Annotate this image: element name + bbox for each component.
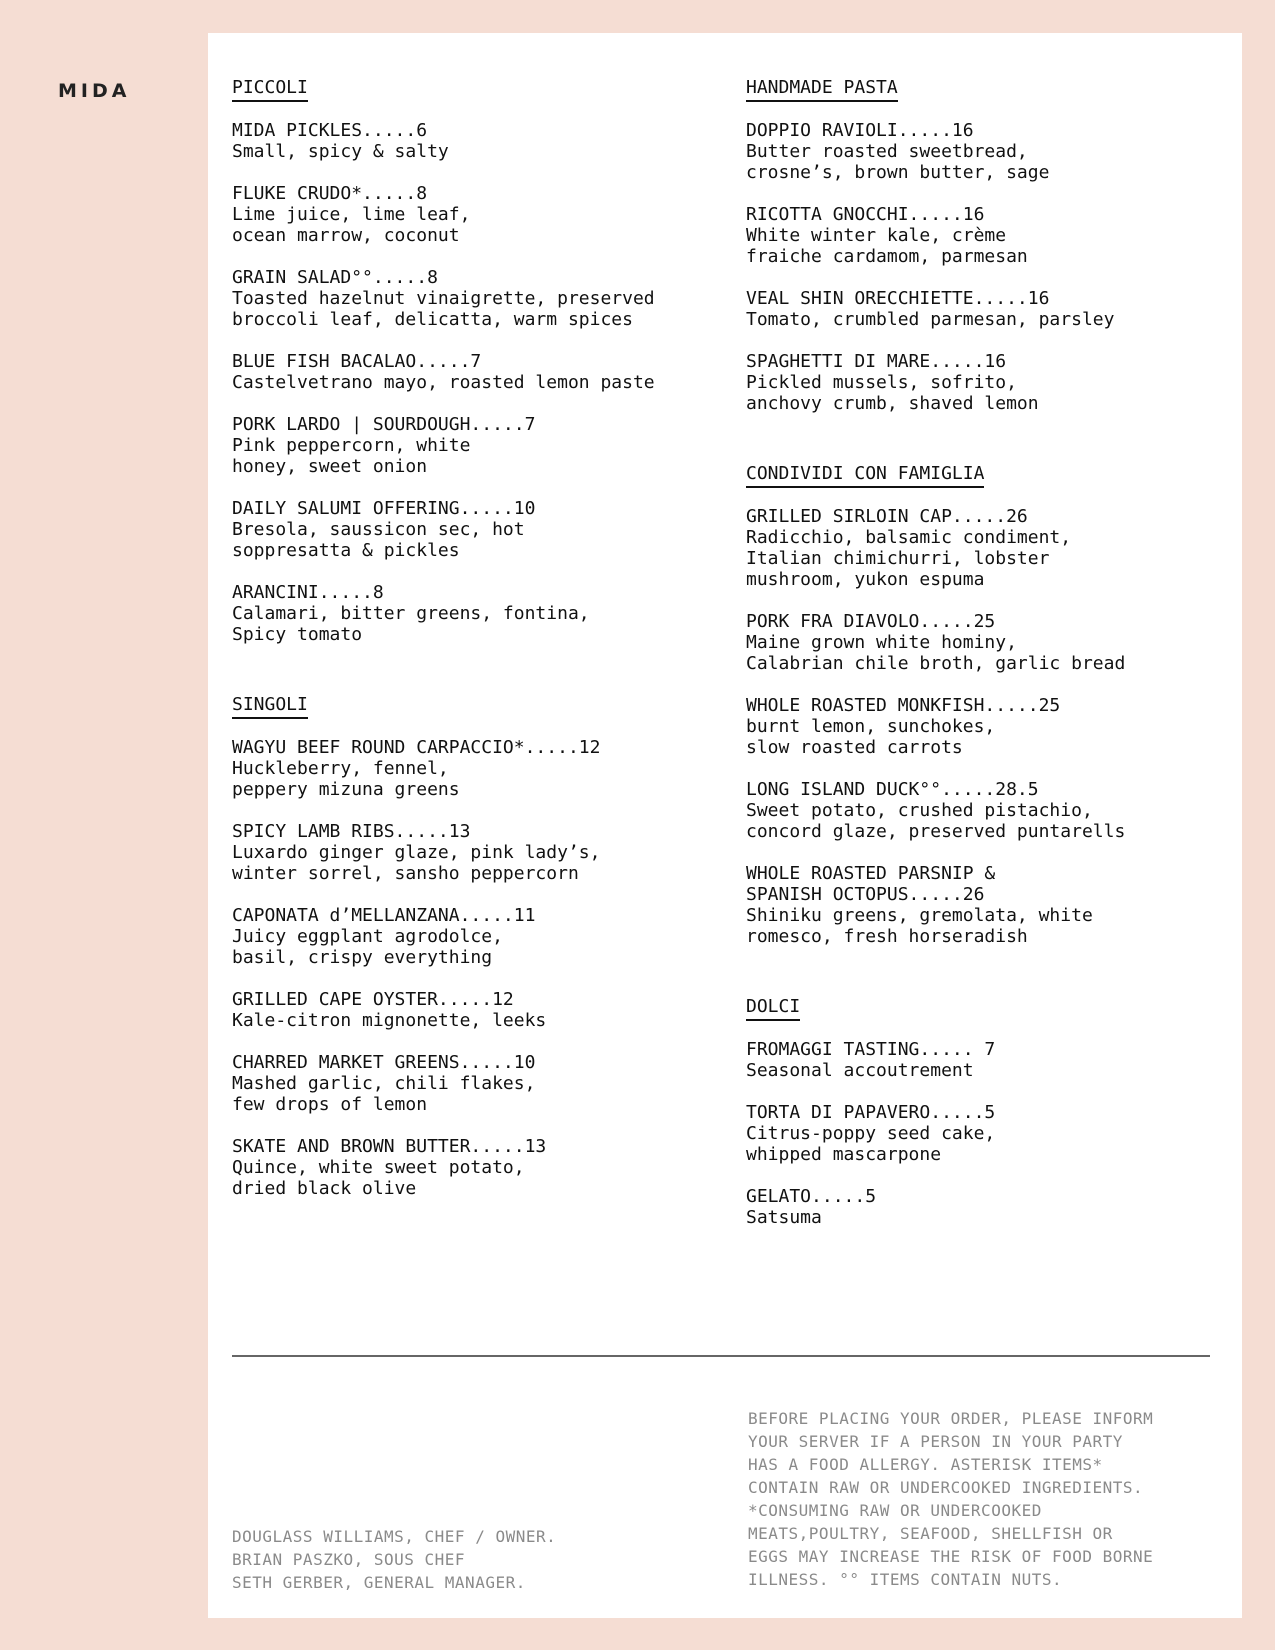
menu-item-name: WHOLE ROASTED MONKFISH.....25 (746, 695, 1061, 716)
notice-line: BEFORE PLACING YOUR ORDER, PLEASE INFORM (748, 1409, 1154, 1428)
menu-item-description: Luxardo ginger glaze, pink lady’s, (232, 842, 601, 863)
menu-item (232, 498, 712, 561)
menu-item-description: Spicy tomato (232, 624, 363, 645)
menu-item-description: Mashed garlic, chili flakes, (232, 1073, 536, 1094)
menu-item-description: crosne’s, brown butter, sage (746, 162, 1050, 183)
menu-item-description: Castelvetrano mayo, roasted lemon paste (232, 372, 655, 393)
menu-item-name: BLUE FISH BACALAO.....7 (232, 351, 482, 372)
menu-item (232, 183, 712, 246)
menu-item-name: ARANCINI.....8 (232, 582, 384, 603)
menu-item-description: Lime juice, lime leaf, (232, 204, 471, 225)
menu-sheet (208, 33, 1242, 1618)
menu-item-description: whipped mascarpone (746, 1144, 942, 1165)
menu-item-name: DOPPIO RAVIOLI.....16 (746, 120, 974, 141)
menu-item-name: SPICY LAMB RIBS.....13 (232, 821, 471, 842)
menu-item-description: White winter kale, crème (746, 225, 1007, 246)
menu-item-description: romesco, fresh horseradish (746, 926, 1028, 947)
staff-line: SETH GERBER, GENERAL MANAGER. (232, 1573, 526, 1592)
menu-item-description: slow roasted carrots (746, 737, 963, 758)
menu-item-description: Sweet potato, crushed pistachio, (746, 800, 1093, 821)
menu-item-description: honey, sweet onion (232, 456, 428, 477)
menu-item-name: GRILLED SIRLOIN CAP.....26 (746, 506, 1028, 527)
menu-item (746, 288, 1226, 330)
menu-item-description: Butter roasted sweetbread, (746, 141, 1028, 162)
staff-line: DOUGLASS WILLIAMS, CHEF / OWNER. (232, 1527, 557, 1546)
menu-item-description: peppery mizuna greens (232, 779, 460, 800)
menu-item-name: GELATO.....5 (746, 1186, 877, 1207)
menu-item-description: Pickled mussels, sofrito, (746, 372, 1017, 393)
menu-item (232, 821, 712, 884)
menu-item (746, 863, 1226, 947)
menu-item-name: CAPONATA d’MELLANZANA.....11 (232, 905, 536, 926)
menu-item-name: DAILY SALUMI OFFERING.....10 (232, 498, 536, 519)
menu-item-name: RICOTTA GNOCCHI.....16 (746, 204, 985, 225)
notice-line: YOUR SERVER IF A PERSON IN YOUR PARTY (748, 1432, 1123, 1451)
menu-item (232, 582, 712, 645)
menu-item-description: Huckleberry, fennel, (232, 758, 449, 779)
menu-item-description: Quince, white sweet potato, (232, 1157, 525, 1178)
menu-item-description: Satsuma (746, 1207, 822, 1228)
menu-item-name: LONG ISLAND DUCK°°.....28.5 (746, 779, 1039, 800)
menu-section-singoli (232, 694, 712, 1199)
section-title: HANDMADE PASTA (746, 77, 898, 102)
menu-item-name: MIDA PICKLES.....6 (232, 120, 428, 141)
menu-item-description: dried black olive (232, 1178, 417, 1199)
menu-item (746, 120, 1226, 183)
notice-line: *CONSUMING RAW OR UNDERCOOKED (748, 1501, 1042, 1520)
menu-item-description: Citrus-poppy seed cake, (746, 1123, 996, 1144)
menu-item-description: Tomato, crumbled parmesan, parsley (746, 309, 1115, 330)
menu-item-description: fraiche cardamom, parmesan (746, 246, 1028, 267)
menu-item-description: basil, crispy everything (232, 947, 493, 968)
section-spacer (746, 435, 1226, 463)
menu-item (232, 905, 712, 968)
menu-item (232, 989, 712, 1031)
menu-section-handmade-pasta (746, 77, 1226, 414)
menu-item (232, 351, 712, 393)
footer-divider (232, 1355, 1210, 1357)
menu-item-description: Seasonal accoutrement (746, 1060, 974, 1081)
menu-item-description: Bresola, saussicon sec, hot (232, 519, 525, 540)
menu-item-description: Juicy eggplant agrodolce, (232, 926, 503, 947)
menu-item-description: Pink peppercorn, white (232, 435, 471, 456)
menu-item-description: Kale-citron mignonette, leeks (232, 1010, 547, 1031)
menu-section-dolci (746, 996, 1226, 1228)
menu-item-description: ocean marrow, coconut (232, 225, 460, 246)
menu-item (232, 1136, 712, 1199)
menu-item (232, 1052, 712, 1115)
menu-item-name: PORK FRA DIAVOLO.....25 (746, 611, 996, 632)
menu-item-description: Calabrian chile broth, garlic bread (746, 653, 1126, 674)
staff-credits (232, 1525, 556, 1594)
menu-item (746, 506, 1226, 590)
menu-item-name: WHOLE ROASTED PARSNIP & SPANISH OCTOPUS.....26 (746, 863, 996, 905)
menu-item (232, 737, 712, 800)
notice-line: MEATS,POULTRY, SEAFOOD, SHELLFISH OR (748, 1524, 1113, 1543)
menu-item-description: anchovy crumb, shaved lemon (746, 393, 1039, 414)
menu-item-description: broccoli leaf, delicatta, warm spices (232, 309, 633, 330)
notice-line: CONTAIN RAW OR UNDERCOOKED INGREDIENTS. (748, 1478, 1144, 1497)
menu-item-description: mushroom, yukon espuma (746, 569, 985, 590)
menu-column-left (232, 77, 712, 1220)
menu-item (232, 120, 712, 162)
menu-item-name: FROMAGGI TASTING..... 7 (746, 1039, 996, 1060)
menu-item-description: Calamari, bitter greens, fontina, (232, 603, 590, 624)
section-title: CONDIVIDI CON FAMIGLIA (746, 463, 984, 488)
menu-item (746, 1102, 1226, 1165)
notice-line: ILLNESS. °° ITEMS CONTAIN NUTS. (748, 1570, 1063, 1589)
menu-item-description: Maine grown white hominy, (746, 632, 1017, 653)
menu-item-name: SKATE AND BROWN BUTTER.....13 (232, 1136, 547, 1157)
menu-item-name: TORTA DI PAPAVERO.....5 (746, 1102, 996, 1123)
menu-item-description: Toasted hazelnut vinaigrette, preserved (232, 288, 655, 309)
section-title: PICCOLI (232, 77, 308, 102)
menu-section-condividi-con-famiglia (746, 463, 1226, 947)
allergy-notice (748, 1407, 1218, 1591)
staff-line: BRIAN PASZKO, SOUS CHEF (232, 1550, 466, 1569)
menu-item-description: soppresatta & pickles (232, 540, 460, 561)
menu-item-description: Italian chimichurri, lobster (746, 548, 1050, 569)
menu-item-name: PORK LARDO | SOURDOUGH.....7 (232, 414, 536, 435)
menu-item-description: Radicchio, balsamic condiment, (746, 527, 1072, 548)
notice-line: HAS A FOOD ALLERGY. ASTERISK ITEMS* (748, 1455, 1103, 1474)
menu-item (746, 611, 1226, 674)
menu-item-name: GRAIN SALAD°°.....8 (232, 267, 438, 288)
menu-item-description: few drops of lemon (232, 1094, 428, 1115)
section-spacer (232, 666, 712, 694)
notice-line: EGGS MAY INCREASE THE RISK OF FOOD BORNE (748, 1547, 1154, 1566)
menu-item-description: Small, spicy & salty (232, 141, 449, 162)
menu-item-description: burnt lemon, sunchokes, (746, 716, 996, 737)
section-spacer (746, 968, 1226, 996)
menu-item-name: GRILLED CAPE OYSTER.....12 (232, 989, 514, 1010)
menu-item-name: SPAGHETTI DI MARE.....16 (746, 351, 1007, 372)
brand-logo: MIDA (58, 80, 131, 102)
menu-item-name: CHARRED MARKET GREENS.....10 (232, 1052, 536, 1073)
menu-item (746, 204, 1226, 267)
menu-item-description: winter sorrel, sansho peppercorn (232, 863, 579, 884)
menu-item (746, 1186, 1226, 1228)
menu-section-piccoli (232, 77, 712, 645)
menu-item (746, 351, 1226, 414)
menu-column-right (746, 77, 1226, 1249)
menu-item (232, 267, 712, 330)
section-title: DOLCI (746, 996, 800, 1021)
menu-item-description: Shiniku greens, gremolata, white (746, 905, 1093, 926)
menu-item (746, 695, 1226, 758)
menu-item (746, 779, 1226, 842)
menu-item-name: WAGYU BEEF ROUND CARPACCIO*.....12 (232, 737, 601, 758)
menu-item-description: concord glaze, preserved puntarells (746, 821, 1126, 842)
menu-item-name: VEAL SHIN ORECCHIETTE.....16 (746, 288, 1050, 309)
section-title: SINGOLI (232, 694, 308, 719)
menu-item (746, 1039, 1226, 1081)
menu-item-name: FLUKE CRUDO*.....8 (232, 183, 428, 204)
menu-item (232, 414, 712, 477)
